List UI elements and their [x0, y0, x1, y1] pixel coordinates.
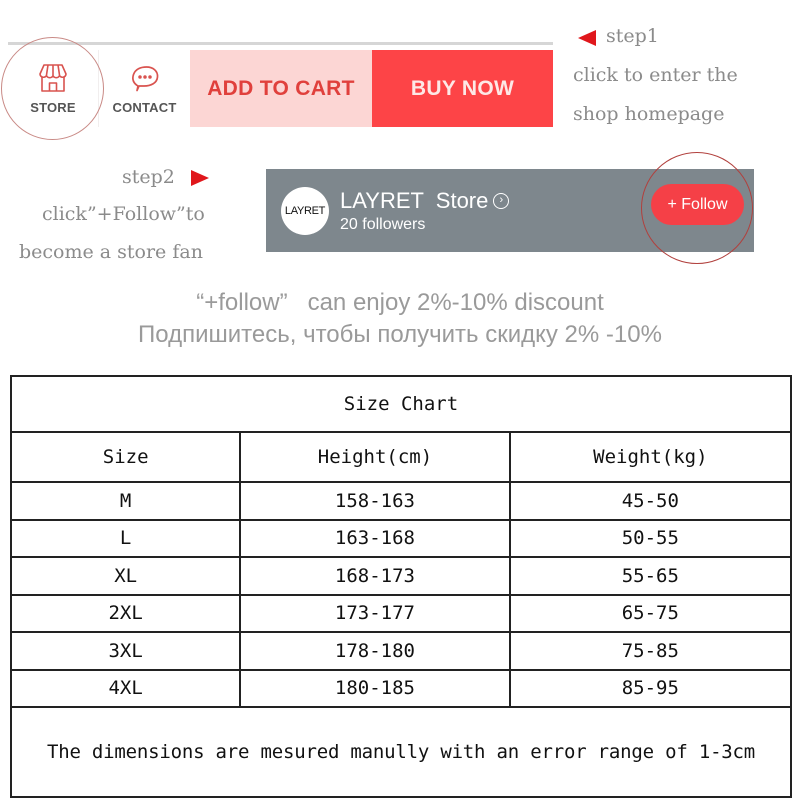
promo-text-english: “+follow” can enjoy 2%-10% discount — [196, 289, 604, 316]
step1-label: step1 — [606, 25, 659, 47]
size-cell: L — [11, 520, 240, 558]
table-row — [11, 557, 791, 595]
table-row — [11, 520, 791, 558]
step2-line1: click”+Follow”to — [42, 203, 205, 225]
size-cell: 2XL — [11, 595, 240, 633]
measurement-note: The dimensions are mesured manully with an error range of 1-3cm — [11, 707, 791, 797]
height-cell: 163-168 — [240, 520, 509, 558]
column-header-height: Height(cm) — [240, 432, 509, 482]
height-cell: 158-163 — [240, 482, 509, 520]
store-label: STORE — [30, 100, 76, 115]
column-header-size: Size — [11, 432, 240, 482]
store-info — [340, 188, 509, 234]
size-chart-title: Size Chart — [11, 376, 791, 432]
divider-line — [8, 42, 553, 45]
column-header-weight: Weight(kg) — [510, 432, 791, 482]
chevron-right-circle-icon: › — [493, 193, 509, 209]
step1-line1: click to enter the — [573, 64, 738, 86]
arrow-left-icon — [578, 30, 596, 46]
size-cell: M — [11, 482, 240, 520]
size-cell: 4XL — [11, 670, 240, 708]
size-chart-table — [10, 375, 792, 798]
weight-cell: 55-65 — [510, 557, 791, 595]
table-header-row — [11, 432, 791, 482]
contact-button[interactable] — [98, 50, 190, 127]
store-button[interactable] — [8, 50, 98, 127]
weight-cell: 65-75 — [510, 595, 791, 633]
storefront-icon — [37, 62, 69, 94]
chat-bubble-icon — [129, 62, 161, 94]
follower-count: 20 followers — [340, 215, 426, 233]
product-action-bar — [8, 50, 553, 127]
store-logo-avatar[interactable]: LAYRET — [281, 187, 329, 235]
contact-label: CONTACT — [112, 100, 177, 115]
add-to-cart-button[interactable]: ADD TO CART — [190, 50, 372, 127]
step1-line2: shop homepage — [573, 103, 725, 125]
size-cell: 3XL — [11, 632, 240, 670]
store-banner — [266, 169, 754, 252]
weight-cell: 45-50 — [510, 482, 791, 520]
height-cell: 168-173 — [240, 557, 509, 595]
follow-button[interactable]: + Follow — [651, 184, 744, 225]
table-row — [11, 595, 791, 633]
buy-now-button[interactable]: BUY NOW — [372, 50, 553, 127]
size-cell: XL — [11, 557, 240, 595]
weight-cell: 50-55 — [510, 520, 791, 558]
store-name: LAYRET Store — [340, 187, 489, 213]
arrow-right-icon — [191, 170, 209, 186]
height-cell: 173-177 — [240, 595, 509, 633]
step2-label: step2 — [122, 166, 175, 188]
store-name-link[interactable] — [340, 188, 509, 214]
weight-cell: 85-95 — [510, 670, 791, 708]
weight-cell: 75-85 — [510, 632, 791, 670]
promo-text-russian: Подпишитесь, чтобы получить скидку 2% -10% — [138, 321, 662, 348]
height-cell: 180-185 — [240, 670, 509, 708]
table-row — [11, 632, 791, 670]
step2-line2: become a store fan — [19, 241, 203, 263]
table-row — [11, 482, 791, 520]
table-row — [11, 670, 791, 708]
height-cell: 178-180 — [240, 632, 509, 670]
